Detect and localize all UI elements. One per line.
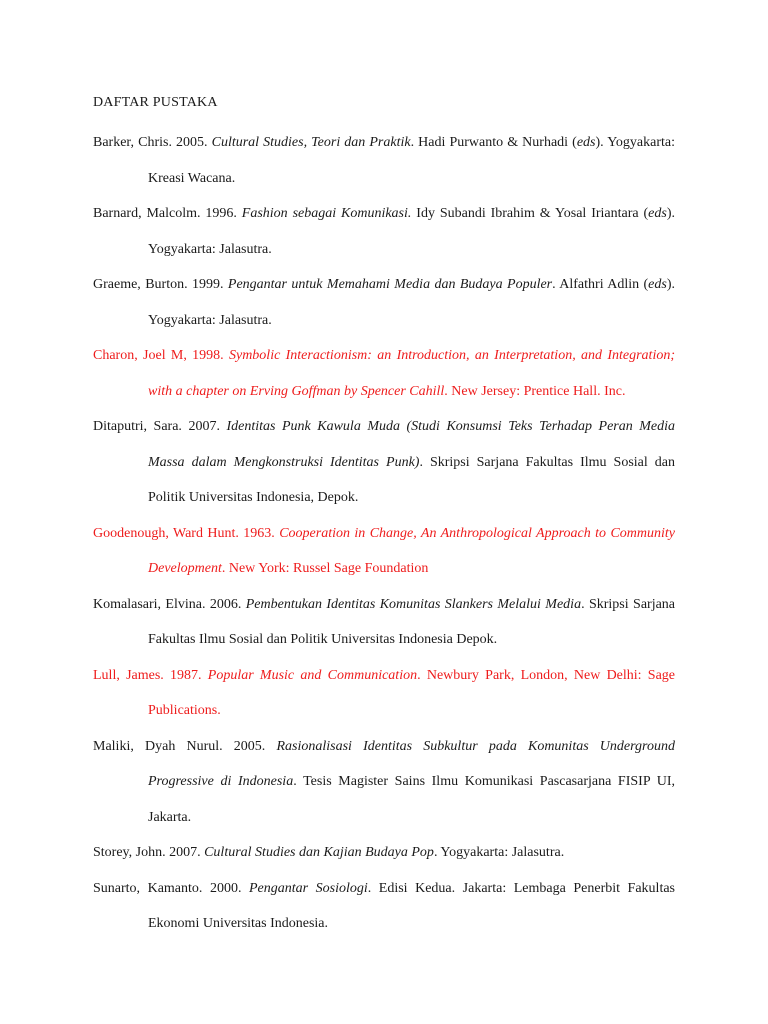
ref-author-year: Lull, James. 1987. — [93, 667, 208, 683]
ref-eds: eds — [648, 277, 667, 292]
ref-publisher: . Tesis Magister Sains Ilmu Komunikasi Pascasarjana FISIP UI, Jakarta. — [148, 774, 675, 825]
ref-author-year: Goodenough, Ward Hunt. 1963. — [93, 525, 280, 541]
ref-publisher-tail: ). Yogyakarta: Kreasi Wacana. — [148, 135, 675, 186]
ref-author-year: Graeme, Burton. 1999. — [93, 277, 228, 292]
page-title: DAFTAR PUSTAKA — [93, 95, 218, 110]
ref-publisher: . Alfathri Adlin ( — [552, 277, 649, 292]
ref-author-year: Charon, Joel M, 1998. — [93, 348, 229, 363]
ref-title: Pembentukan Identitas Komunitas Slankers Melalui Media — [245, 596, 582, 612]
ref-publisher: . Edisi Kedua. Jakarta: Lembaga Penerbit Fakultas Ekonomi Universitas Indonesia. — [148, 880, 675, 931]
ref-author-year: Barker, Chris. 2005. — [93, 135, 212, 150]
ref-author-year: Storey, John. 2007. — [93, 845, 205, 860]
ref-publisher: . New York: Russel Sage Foundation — [221, 561, 429, 576]
ref-title: Fashion sebagai Komunikasi. — [241, 206, 412, 221]
document-page — [93, 90, 675, 942]
ref-author-year: Ditaputri, Sara. 2007. — [93, 419, 227, 434]
ref-title: Symbolic Interactionism: an Introduction, an Interpretation, and Integration; with a chapter on Erving Goffman by Spencer Cahill — [148, 348, 675, 399]
ref-publisher: Idy Subandi Ibrahim & Yosal Iriantara ( — [411, 206, 649, 221]
ref-author-year: Barnard, Malcolm. 1996. — [93, 206, 242, 221]
ref-publisher-tail: ). Yogyakarta: Jalasutra. — [148, 277, 676, 328]
ref-publisher: . Yogyakarta: Jalasutra. — [433, 845, 565, 860]
reference-entry-barnard — [93, 196, 675, 267]
ref-title: Pengantar untuk Memahami Media dan Budaya Populer — [227, 277, 553, 292]
ref-publisher: . New Jersey: Prentice Hall. Inc. — [444, 383, 626, 399]
ref-author-year: Sunarto, Kamanto. 2000. — [93, 880, 249, 896]
ref-title: Cultural Studies, Teori dan Praktik — [211, 135, 411, 150]
reference-entry-goodenough — [93, 516, 675, 587]
reference-entry-storey — [93, 835, 675, 871]
ref-publisher: . Newbury Park, London, New Delhi: Sage Publications. — [148, 667, 676, 718]
reference-entry-komalasari — [93, 587, 675, 658]
ref-eds: eds — [648, 206, 667, 221]
ref-title: Popular Music and Communication — [207, 667, 418, 683]
ref-title: Pengantar Sosiologi — [248, 880, 368, 896]
reference-entry-ditaputri — [93, 409, 675, 516]
reference-entry-maliki — [93, 729, 675, 836]
ref-publisher: . Skripsi Sarjana Fakultas Ilmu Sosial dan Politik Universitas Indonesia Depok. — [148, 596, 676, 647]
reference-entry-graeme — [93, 267, 675, 338]
ref-publisher: . Hadi Purwanto & Nurhadi ( — [410, 135, 577, 150]
ref-title: Rasionalisasi Identitas Subkultur pada Komunitas Underground Progressive di Indonesia — [148, 738, 675, 789]
ref-publisher: . Skripsi Sarjana Fakultas Ilmu Sosial dan Politik Universitas Indonesia, Depok. — [148, 454, 675, 505]
ref-author-year: Komalasari, Elvina. 2006. — [93, 596, 246, 612]
ref-title: Cooperation in Change, An Anthropological Approach to Community Development — [148, 525, 675, 576]
ref-eds: eds — [576, 135, 596, 150]
reference-entry-charon — [93, 338, 675, 409]
reference-entry-lull — [93, 658, 675, 729]
reference-entry-sunarto — [93, 871, 675, 942]
ref-publisher-tail: ). Yogyakarta: Jalasutra. — [148, 206, 675, 257]
reference-entry-barker — [93, 125, 675, 196]
ref-title: Identitas Punk Kawula Muda (Studi Konsumsi Teks Terhadap Peran Media Massa dalam Mengkonstruksi Identitas Punk) — [148, 419, 676, 470]
ref-title: Cultural Studies dan Kajian Budaya Pop — [204, 845, 434, 860]
ref-author-year: Maliki, Dyah Nurul. 2005. — [93, 738, 277, 754]
